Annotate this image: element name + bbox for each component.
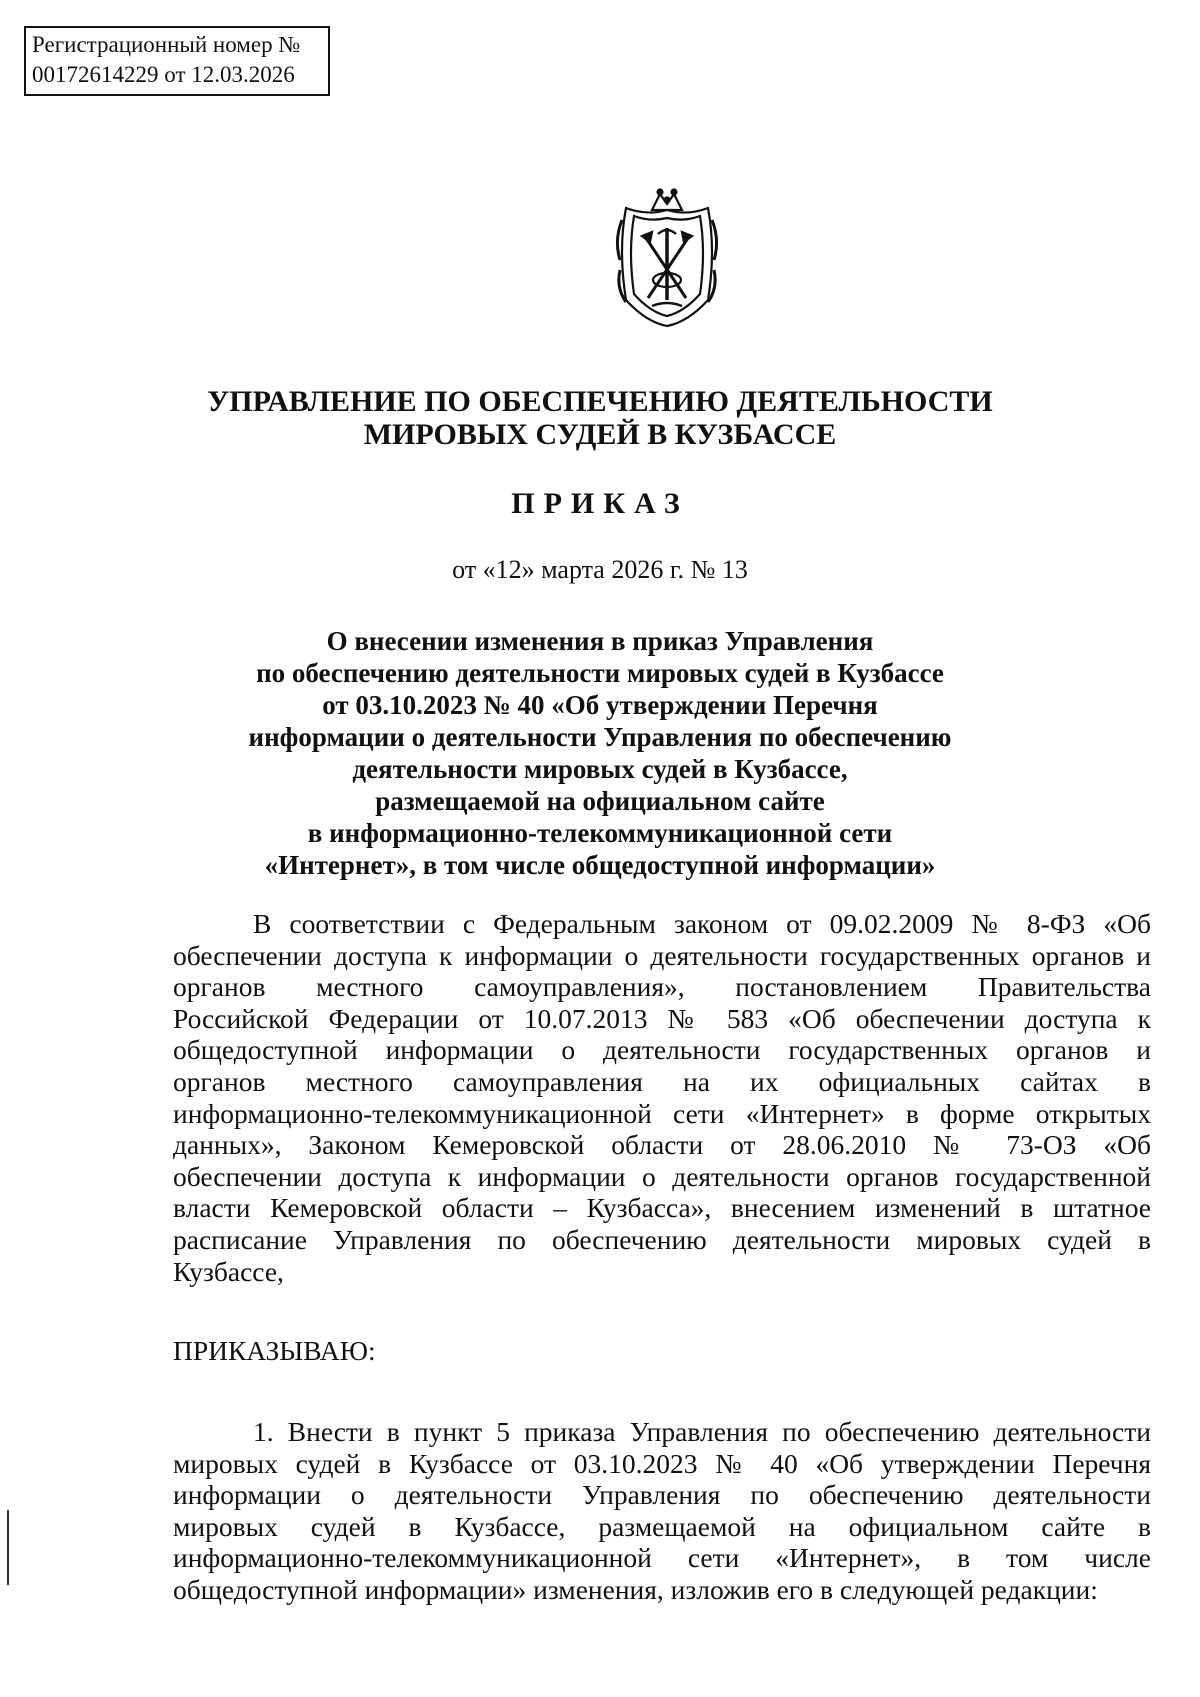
agency-name	[160, 385, 1040, 451]
registration-stamp	[24, 26, 330, 96]
subject-line: по обеспечению деятельности мировых судей в Кузбассе	[256, 658, 944, 688]
document-type-title: ПРИКАЗ	[511, 487, 689, 520]
preamble-line: органов местного самоуправления на их официальных сайтах в	[173, 1065, 1151, 1097]
agency-name-line-2: МИРОВЫХ СУДЕЙ В КУЗБАССЕ	[363, 418, 837, 451]
subject-line: «Интернет», в том числе общедоступной информации»	[264, 850, 936, 880]
preamble-line: данных», Законом Кемеровской области от 28.06.2010 № 73-ОЗ «Об	[173, 1129, 1151, 1161]
subject-line: размещаемой на официальном сайте	[375, 786, 825, 816]
preamble-line: органов местного самоуправления», постановлением Правительства	[173, 971, 1151, 1003]
preamble-line: власти Кемеровской области – Кузбасса», внесением изменений в штатное	[173, 1192, 1151, 1224]
order-item-1	[173, 1416, 1151, 1606]
item-line: мировых судей в Кузбассе, размещаемой на официальном сайте в	[173, 1510, 1151, 1542]
item-line: мировых судей в Кузбассе от 03.10.2023 № 40 «Об утверждении Перечня	[173, 1447, 1151, 1479]
preamble-line: общедоступной информации о деятельности государственных органов и	[173, 1034, 1151, 1066]
registration-line-2: 00172614229 от 12.03.2026	[32, 62, 295, 87]
item-line: 1. Внести в пункт 5 приказа Управления по обеспечению деятельности	[253, 1416, 1151, 1447]
order-date-number: от «12» марта 2026 г. № 13	[452, 555, 748, 584]
subject-line: в информационно-телекоммуникационной сети	[307, 818, 893, 848]
preamble-line: В соответствии с Федеральным законом от 09.02.2009 № 8-ФЗ «Об	[253, 908, 1151, 939]
preamble-line: информационно-телекоммуникационной сети «Интернет» в форме открытых	[173, 1097, 1151, 1129]
preamble-line: обеспечении доступа к информации о деятельности государственных органов и	[173, 939, 1151, 971]
agency-name-line-1: УПРАВЛЕНИЕ ПО ОБЕСПЕЧЕНИЮ ДЕЯТЕЛЬНОСТИ	[207, 385, 993, 418]
subject-line: от 03.10.2023 № 40 «Об утверждении Перечня	[322, 690, 878, 720]
preamble-line: Кузбассе,	[173, 1255, 284, 1287]
subject-line: деятельности мировых судей в Кузбассе,	[352, 754, 848, 784]
registration-line-1: Регистрационный номер №	[32, 32, 301, 57]
subject-line: информации о деятельности Управления по обеспечению	[248, 722, 952, 752]
preamble-line: обеспечении доступа к информации о деятельности органов государственной	[173, 1160, 1151, 1192]
preamble-paragraph	[173, 908, 1151, 1287]
preamble-line: расписание Управления по обеспечению деятельности мировых судей в	[173, 1223, 1151, 1255]
order-subject	[160, 625, 1040, 881]
item-line: общедоступной информации» изменения, изложив его в следующей редакции:	[173, 1573, 1098, 1605]
item-line: информационно-телекоммуникационной сети «Интернет», в том числе	[173, 1542, 1151, 1574]
subject-line: О внесении изменения в приказ Управления	[326, 626, 874, 656]
order-directive: ПРИКАЗЫВАЮ:	[173, 1335, 376, 1366]
margin-mark	[7, 1510, 9, 1585]
item-line: информации о деятельности Управления по обеспечению деятельности	[173, 1479, 1151, 1511]
preamble-line: Российской Федерации от 10.07.2013 № 583 «Об обеспечении доступа к	[173, 1002, 1151, 1034]
coat-of-arms-icon	[612, 180, 722, 328]
